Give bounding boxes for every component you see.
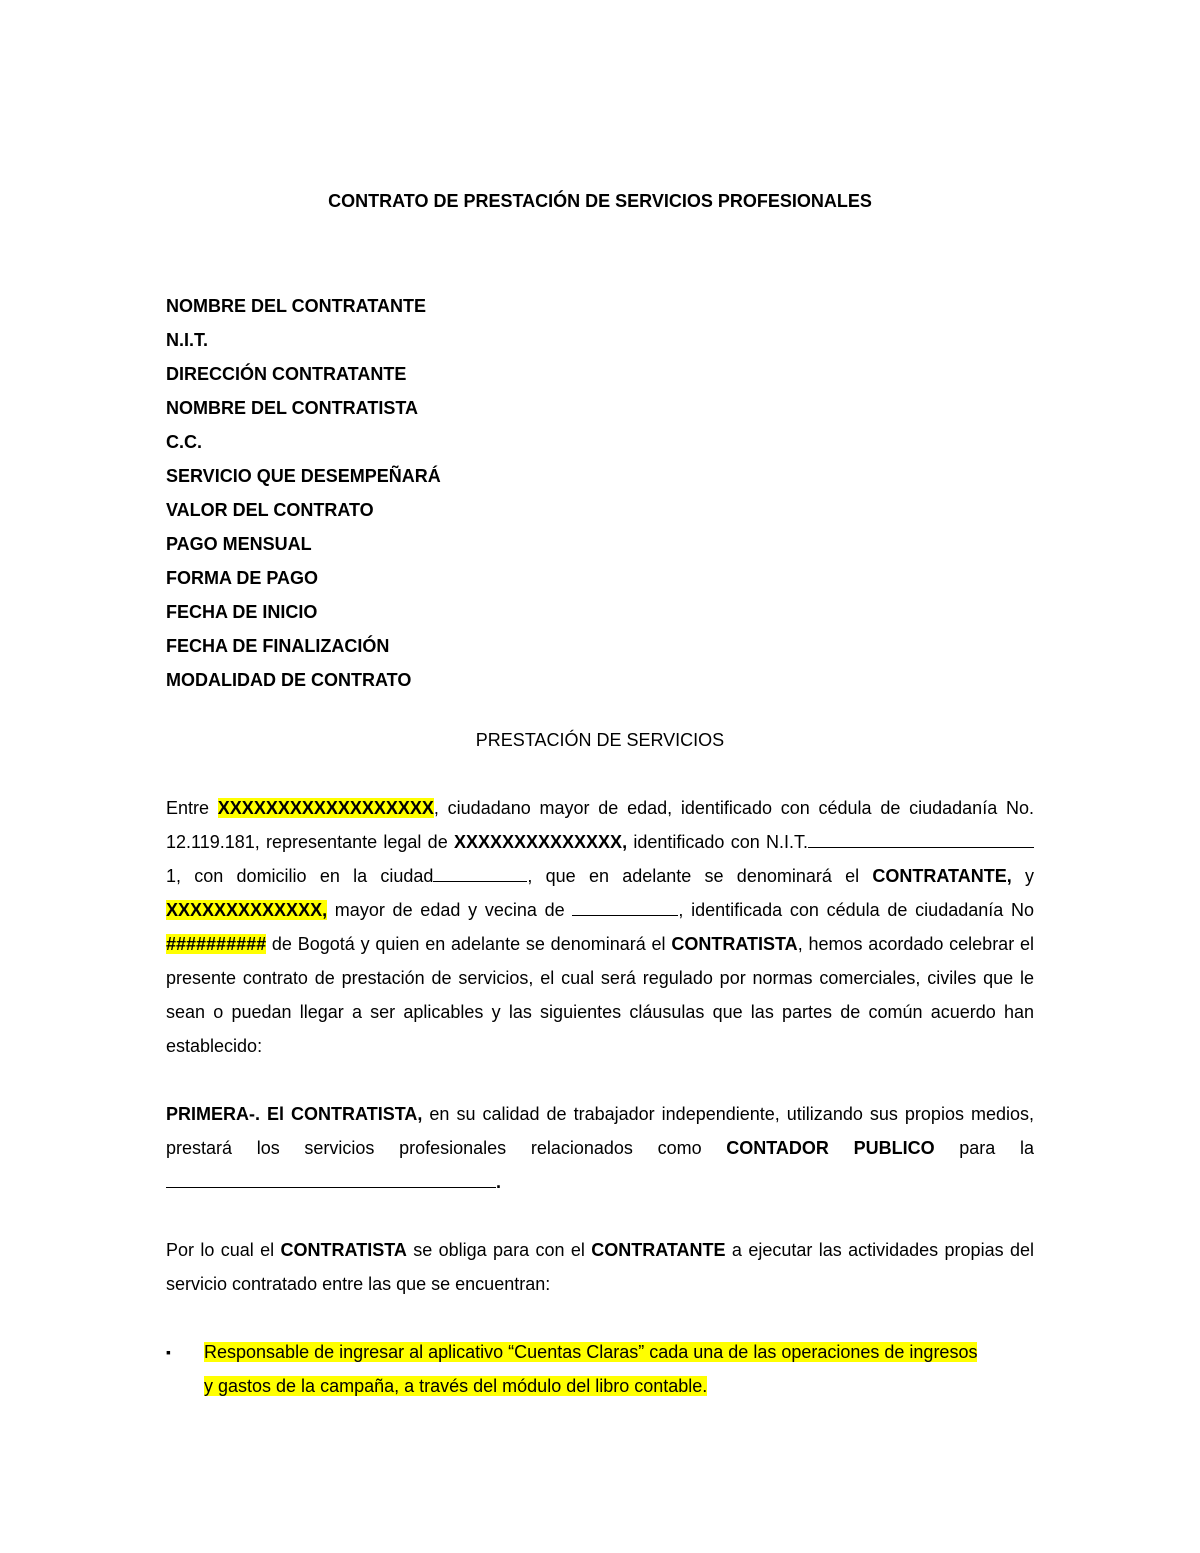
field-start-date: FECHA DE INICIO [166, 602, 318, 622]
field-contract-value: VALOR DEL CONTRATO [166, 500, 374, 520]
paragraph-primera [166, 1097, 1034, 1199]
text: 1, con domicilio en la ciudad [166, 866, 434, 886]
paragraph-parties [166, 791, 1034, 1063]
contratista-term: CONTRATISTA [280, 1240, 407, 1260]
field-contratista-name: NOMBRE DEL CONTRATISTA [166, 398, 418, 418]
contratante-term: CONTRATANTE, [872, 866, 1012, 886]
field-end-date: FECHA DE FINALIZACIÓN [166, 636, 390, 656]
section-heading: PRESTACIÓN DE SERVICIOS [475, 730, 725, 750]
text: a ejecutar las actividades propias del servicio contratado entre las que se encuentran: [166, 1240, 1034, 1294]
text: en su calidad de trabajador independiente, utilizando sus propios medios, prestará los servicios profesionales relacionados como [166, 1104, 1034, 1158]
contratista-term: CONTRATISTA [671, 934, 798, 954]
blank-line-city [433, 865, 527, 882]
blank-line-company [166, 1171, 496, 1188]
blank-line-nit [808, 831, 1034, 848]
text: se obliga para con el [406, 1240, 592, 1260]
field-payment-method: FORMA DE PAGO [166, 568, 318, 588]
highlighted-id-number: ########## [166, 934, 267, 954]
text: , hemos acordado celebrar el presente contrato de prestación de servicios, el cual será regulado por normas comerciales, civiles que le sean o puedan llegar a ser aplicables y las siguientes cláusulas que las partes de común acuerdo han establecido: [166, 934, 1034, 1056]
clause-lead: PRIMERA-. El CONTRATISTA, [166, 1104, 423, 1124]
text: mayor de edad y vecina de [327, 900, 573, 920]
document-title: CONTRATO DE PRESTACIÓN DE SERVICIOS PROFESIONALES [328, 191, 872, 211]
role-term: CONTADOR PUBLICO [726, 1138, 935, 1158]
text: , ciudadano mayor de edad, identificado con cédula de ciudadanía No. 12.119.181, representante legal de [166, 798, 1034, 852]
field-service: SERVICIO QUE DESEMPEÑARÁ [166, 466, 441, 486]
period: . [496, 1172, 502, 1192]
text: , identificada con cédula de ciudadanía No [678, 900, 1034, 920]
field-contract-type: MODALIDAD DE CONTRATO [166, 670, 412, 690]
list-item-text [204, 1335, 984, 1403]
highlighted-text: Responsable de ingresar al aplicativo “Cuentas Claras” cada una de las operaciones de ingresos y gastos de la campaña, a través del módulo del libro contable. [204, 1342, 978, 1396]
field-contratante-address: DIRECCIÓN CONTRATANTE [166, 364, 407, 384]
company-name: XXXXXXXXXXXXXX, [453, 832, 628, 852]
text: de Bogotá y quien en adelante se denominará el [266, 934, 672, 954]
text: Por lo cual el [166, 1240, 281, 1260]
text: Entre [166, 798, 218, 818]
contratante-term: CONTRATANTE [591, 1240, 726, 1260]
field-cc: C.C. [166, 432, 202, 452]
highlighted-name-1: XXXXXXXXXXXXXXXXXX [217, 798, 434, 818]
highlighted-name-2: XXXXXXXXXXXXX, [166, 900, 328, 920]
text: , que en adelante se denominará el [527, 866, 873, 886]
square-bullet-icon: ▪ [166, 1344, 171, 1360]
field-contratante-name: NOMBRE DEL CONTRATANTE [166, 296, 426, 316]
text: para la [934, 1138, 1034, 1158]
contract-fields-list [166, 289, 441, 697]
text: y [1011, 866, 1034, 886]
text: identificado con N.I.T. [627, 832, 808, 852]
blank-line-residence [572, 899, 678, 916]
paragraph-obligations [166, 1233, 1034, 1301]
field-nit: N.I.T. [166, 330, 209, 350]
field-monthly-payment: PAGO MENSUAL [166, 534, 312, 554]
